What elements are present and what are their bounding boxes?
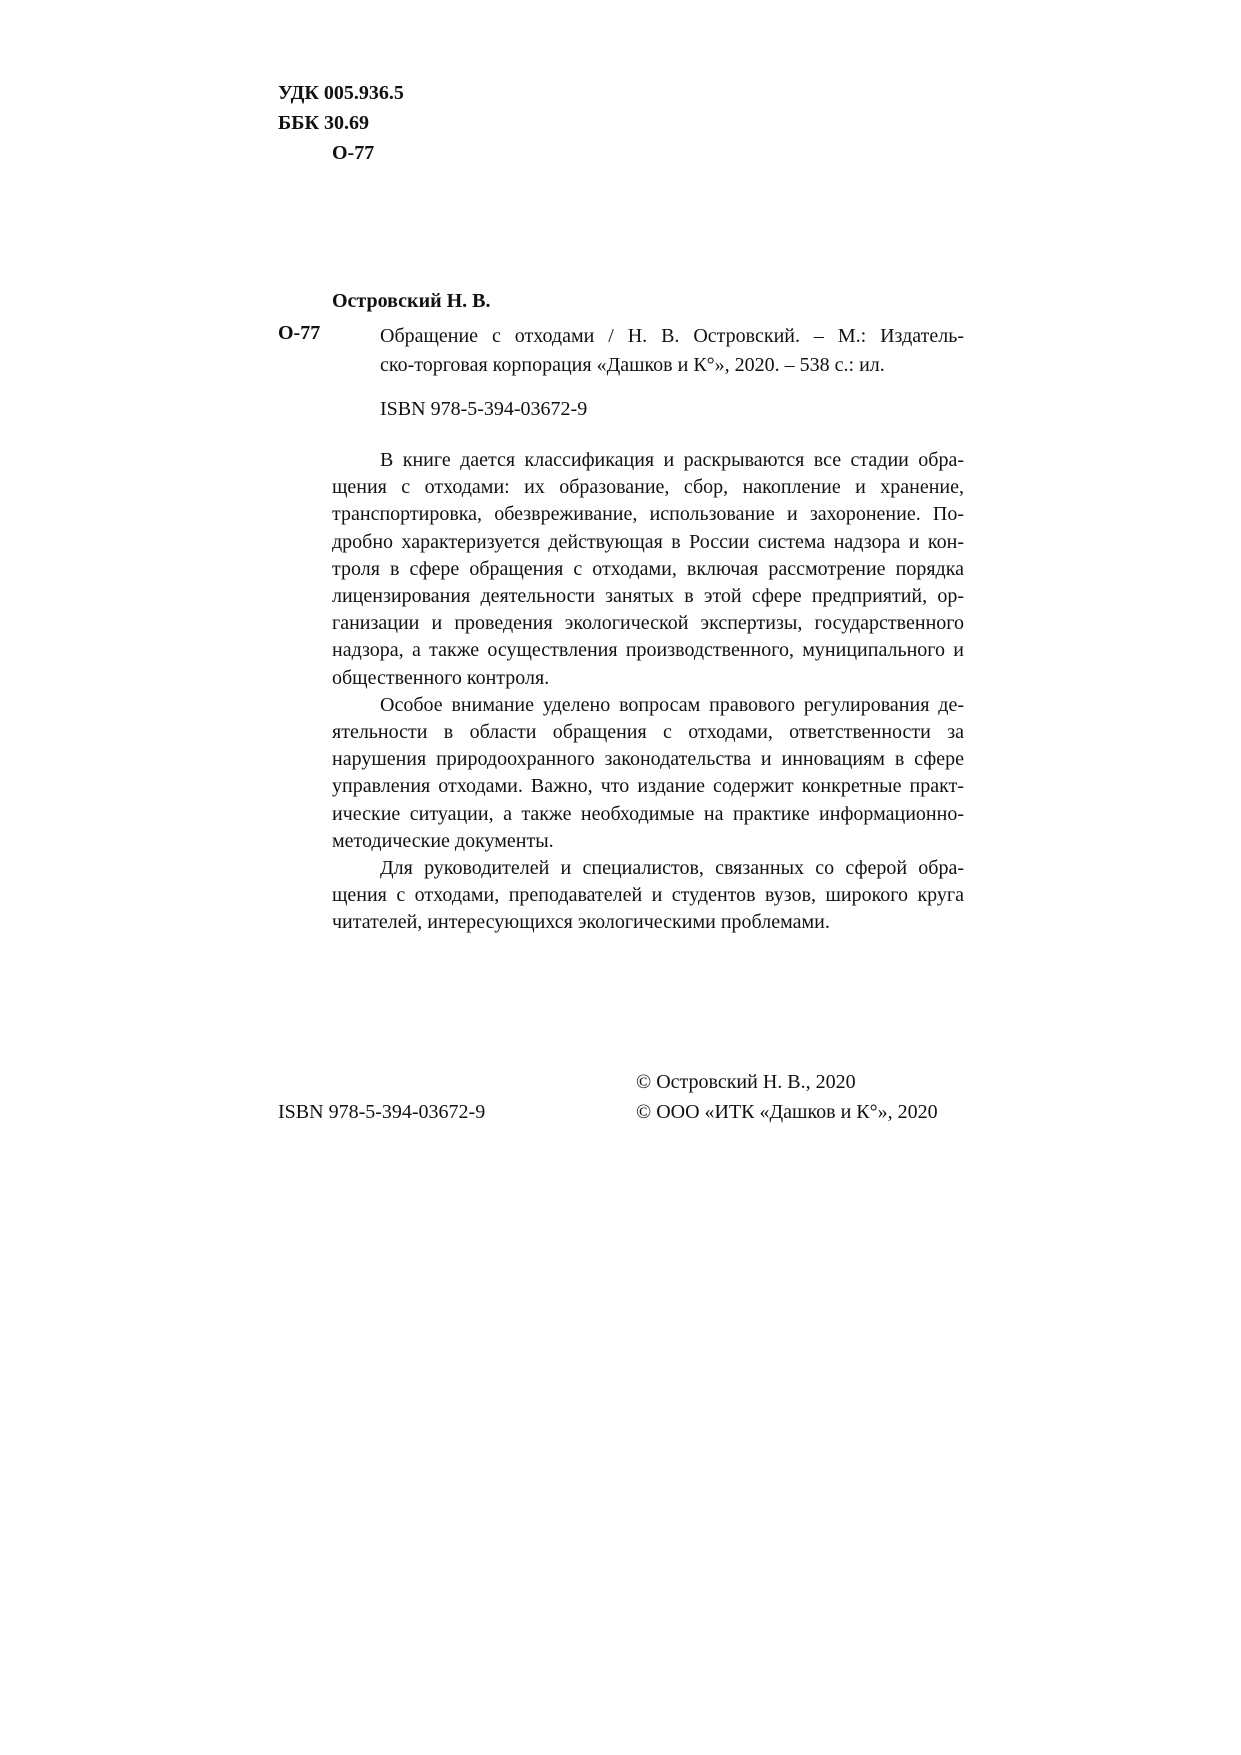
bibliography-line: Обращение с отходами / Н. В. Островский. – М.: Издатель- bbox=[380, 325, 964, 347]
annotation-line: дробно характеризуется действующая в России система надзора и кон- bbox=[332, 530, 964, 553]
bibliography-line: ско-торговая корпорация «Дашков и К°», 2020. – 538 с.: ил. bbox=[380, 353, 885, 376]
annotation-line: ятельности в области обращения с отходами, ответственности за bbox=[332, 721, 964, 744]
annotation-line: нарушения природоохранного законодательства и инновациям в сфере bbox=[332, 748, 964, 771]
annotation-line: транспортировка, обезвреживание, использование и захоронение. По- bbox=[332, 503, 964, 526]
annotation-line: методические документы. bbox=[332, 829, 554, 852]
copyright-author: © Островский Н. В., 2020 bbox=[636, 1071, 856, 1093]
annotation-line: Особое внимание уделено вопросам правового регулирования де- bbox=[380, 693, 964, 716]
annotation-line: щения с отходами: их образование, сбор, накопление и хранение, bbox=[332, 476, 964, 499]
annotation-line: щения с отходами, преподавателей и студентов вузов, широкого круга bbox=[332, 884, 964, 907]
annotation bbox=[332, 447, 964, 937]
bbk-code: ББК 30.69 bbox=[278, 112, 369, 134]
author-mark: О-77 bbox=[278, 322, 321, 344]
annotation-line: общественного контроля. bbox=[332, 666, 550, 689]
annotation-line: ические ситуации, а также необходимые на практике информационно- bbox=[332, 802, 964, 825]
annotation-line: надзора, а также осуществления производственного, муниципального и bbox=[332, 639, 964, 662]
annotation-line: троля в сфере обращения с отходами, включая рассмотрение порядка bbox=[332, 557, 964, 580]
annotation-line: управления отходами. Важно, что издание содержит конкретные практ- bbox=[332, 775, 964, 798]
bibliographic-description bbox=[380, 322, 964, 379]
udk-code: УДК 005.936.5 bbox=[278, 82, 404, 104]
isbn-record: ISBN 978-5-394-03672-9 bbox=[380, 398, 588, 420]
annotation-line: лицензирования деятельности занятых в этой сфере предприятий, ор- bbox=[332, 585, 964, 608]
annotation-line: В книге дается классификация и раскрываются все стадии обра- bbox=[380, 449, 964, 471]
copyright-publisher: © ООО «ИТК «Дашков и К°», 2020 bbox=[636, 1101, 938, 1123]
annotation-line: Для руководителей и специалистов, связанных со сферой обра- bbox=[380, 857, 964, 880]
author-name: Островский Н. В. bbox=[332, 290, 491, 312]
annotation-line: ганизации и проведения экологической экспертизы, государственного bbox=[332, 612, 964, 635]
annotation-line: читателей, интересующихся экологическими проблемами. bbox=[332, 911, 830, 934]
isbn-footer: ISBN 978-5-394-03672-9 bbox=[278, 1101, 486, 1123]
author-mark-top: О-77 bbox=[332, 142, 375, 164]
